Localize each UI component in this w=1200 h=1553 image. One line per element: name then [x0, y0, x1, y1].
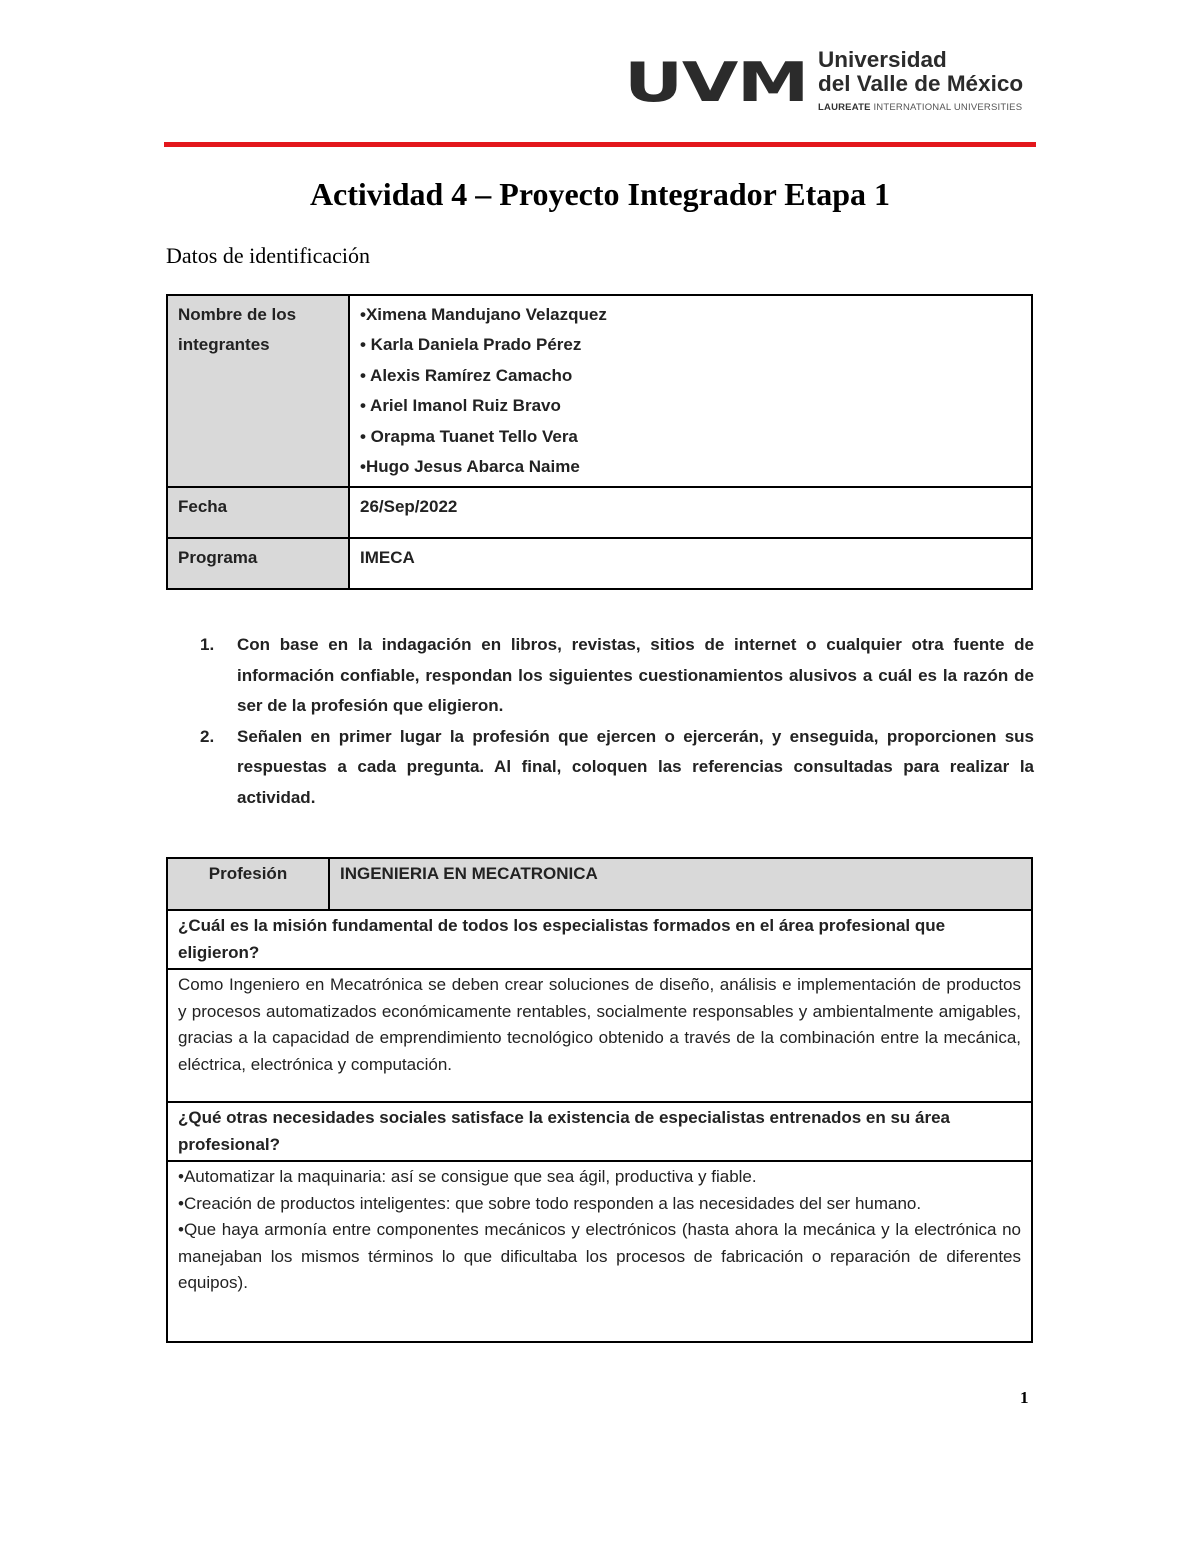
program-row [167, 538, 1032, 589]
question-1: ¿Cuál es la misión fundamental de todos los especialistas formados en el área profesional que eligieron? [167, 910, 1032, 969]
laureate-rest: INTERNATIONAL UNIVERSITIES [870, 102, 1023, 113]
section-subtitle: Datos de identificación [166, 243, 371, 268]
page-number: 1 [1020, 1388, 1029, 1407]
profession-value: INGENIERIA EN MECATRONICA [329, 858, 1032, 910]
answer-bullet: •Que haya armonía entre componentes mecánicos y electrónicos (hasta ahora la mecánica y la electrónica no manejaban los mismos términos lo que dificultaba los procesos de fabricación o reparación de diferentes equipos). [178, 1220, 1021, 1292]
laureate-bold: LAUREATE [818, 102, 871, 113]
instruction-number: 2. [200, 726, 215, 746]
members-label [167, 295, 349, 487]
date-row [167, 487, 1032, 538]
answer-1: Como Ingeniero en Mecatrónica se deben crear soluciones de diseño, análisis e implementación de productos y procesos automatizados económicamente rentables, socialmente responsables y ambientalmente amigables, gracias a la capacidad de emprendimiento tecnológico obtenido a través de la combinación entre la mecánica, eléctrica, electrónica y computación. [167, 969, 1032, 1102]
question-2: ¿Qué otras necesidades sociales satisface la existencia de especialistas entrenados en su área profesional? [167, 1102, 1032, 1161]
answer-bullet: •Automatizar la maquinaria: así se consigue que sea ágil, productiva y fiable. [178, 1167, 757, 1186]
member-item: • Ariel Imanol Ruiz Bravo [360, 396, 561, 416]
members-list [349, 295, 1032, 487]
instructions-list [200, 630, 1034, 813]
header-divider [164, 142, 1036, 147]
identification-table [166, 294, 1033, 590]
profession-row [167, 858, 1032, 910]
answer-bullet: •Creación de productos inteligentes: que sobre todo responden a las necesidades del ser humano. [178, 1193, 922, 1213]
answer-2 [167, 1161, 1032, 1342]
members-row [167, 295, 1032, 487]
uvm-logo-mark: UVM [624, 51, 809, 114]
date-label: Fecha [167, 487, 349, 538]
instruction-text: Con base en la indagación en libros, revistas, sitios de internet o cualquier otra fuente de información confiable, respondan los siguientes cuestionamientos alusivos a cuál es la razón de ser de la profesión que eligieron. [237, 635, 1034, 715]
profession-label: Profesión [167, 858, 329, 910]
member-item: • Orapma Tuanet Tello Vera [360, 426, 578, 446]
question-row [167, 910, 1032, 969]
university-name-line1: Universidad [818, 47, 947, 72]
members-label-line1: Nombre de los [178, 305, 297, 324]
program-value: IMECA [349, 538, 1032, 589]
profession-table [166, 857, 1033, 1343]
instruction-item [200, 630, 1034, 722]
member-item: •Ximena Mandujano Velazquez [360, 305, 607, 324]
university-name-line2: del Valle de México [818, 71, 1024, 96]
member-item: • Karla Daniela Prado Pérez [360, 335, 582, 355]
program-label: Programa [167, 538, 349, 589]
answer-row [167, 1161, 1032, 1342]
instruction-item [200, 722, 1034, 814]
instruction-number: 1. [200, 635, 215, 654]
laureate-tagline [818, 102, 1022, 113]
question-row [167, 1102, 1032, 1161]
instruction-text: Señalen en primer lugar la profesión que ejercen o ejercerán, y enseguida, proporcionen sus respuestas a cada pregunta. Al final, coloquen las referencias consultadas para realizar la actividad. [237, 726, 1034, 807]
member-item: •Hugo Jesus Abarca Naime [360, 457, 580, 477]
university-name [818, 48, 1023, 96]
document-title: Actividad 4 – Proyecto Integrador Etapa 1 [309, 176, 891, 212]
answer-row [167, 969, 1032, 1102]
uvm-logo [624, 44, 1024, 124]
members-label-line2: integrantes [178, 335, 270, 354]
member-item: • Alexis Ramírez Camacho [360, 365, 573, 385]
date-value: 26/Sep/2022 [349, 487, 1032, 538]
